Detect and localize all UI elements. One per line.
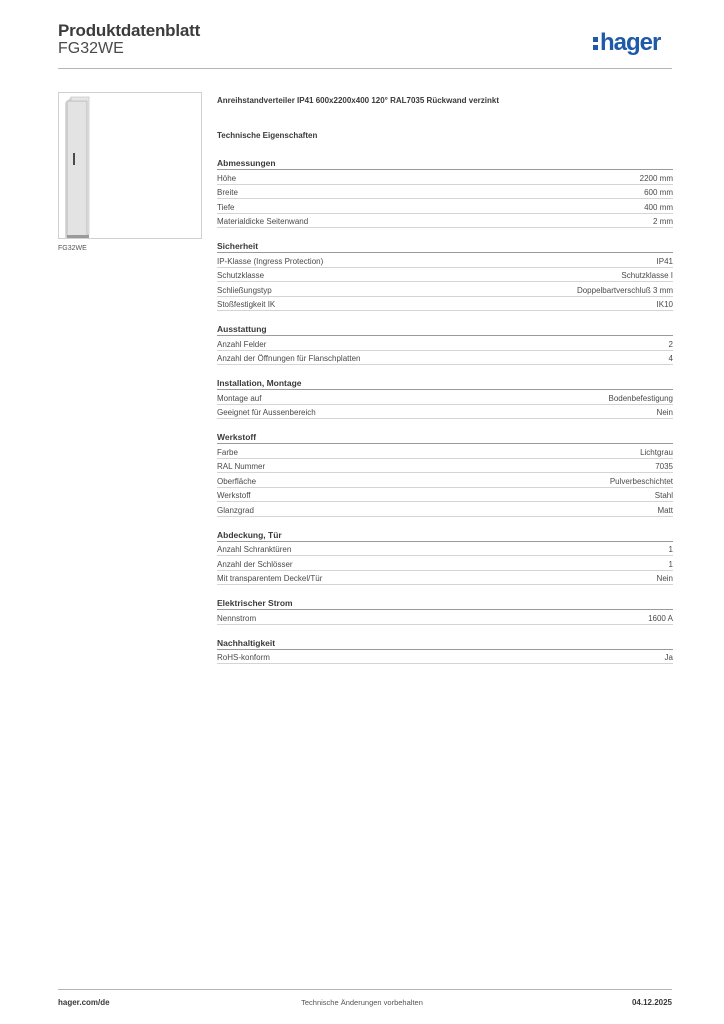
property-value: Lichtgrau [640,447,673,457]
property-row [217,199,673,214]
section-title: Ausstattung [217,324,673,336]
section-abmessungen [217,158,673,228]
product-description: Anreihstandverteiler IP41 600x2200x400 120° RAL7035 Rückwand verzinkt [217,96,500,105]
property-value: 1 [668,545,673,554]
property-row [217,336,673,351]
hager-logo [592,27,674,57]
property-label: Anzahl Schranktüren [217,545,292,554]
product-image [58,92,202,239]
property-value: Nein [656,408,673,417]
property-label: Geeignet für Aussenbereich [217,408,316,417]
property-value: Doppelbartverschluß 3 mm [576,285,673,295]
property-row [217,185,673,200]
footer-website[interactable]: hager.com/de [58,998,110,1007]
property-value: Matt [657,505,673,515]
property-label: Anzahl der Öffnungen für Flanschplatten [217,354,361,363]
property-label: Glanzgrad [217,505,254,515]
footer-notice: Technische Änderungen vorbehalten [301,998,423,1007]
property-label: Breite [217,188,238,197]
property-row [217,571,673,586]
property-value: 1600 A [648,613,673,623]
property-row [217,390,673,405]
property-row [217,405,673,420]
section-title: Werkstoff [217,432,673,444]
property-label: Oberfläche [217,476,257,486]
property-row [217,502,673,517]
property-label: Höhe [217,173,237,183]
image-caption: FG32WE [58,245,87,252]
property-sections [217,158,673,664]
property-label: Schließungstyp [217,285,272,295]
property-value: 1 [668,559,673,569]
property-label: Stoßfestigkeit IK [217,300,276,309]
property-label: Schutzklasse [217,271,265,280]
section-werkstoff [217,432,673,517]
section-title: Elektrischer Strom [217,598,673,610]
section-elektrischer-strom [217,598,673,625]
section-title: Installation, Montage [217,378,673,390]
property-row [217,488,673,503]
property-value: Ja [664,653,673,662]
property-label: RoHS-konform [217,653,270,662]
property-value: 2 mm [653,217,673,226]
section-title: Sicherheit [217,241,673,253]
property-value: 4 [668,354,673,363]
property-row [217,268,673,283]
property-value: Nein [656,574,673,583]
property-row [217,650,673,665]
property-row [217,351,673,366]
property-label: RAL Nummer [217,462,266,471]
property-value: 400 mm [644,202,673,212]
property-value: Schutzklasse I [621,271,673,280]
property-value: Pulverbeschichtet [609,476,673,486]
property-value: 600 mm [644,188,673,197]
page-title: Produktdatenblatt [58,21,201,40]
property-row [217,214,673,229]
property-value: Bodenbefestigung [608,393,673,403]
property-value: IP41 [656,256,673,266]
section-nachhaltigkeit [217,638,673,665]
section-abdeckung-tür [217,530,673,586]
property-row [217,459,673,474]
property-row [217,473,673,488]
property-value: 2200 mm [639,173,673,183]
product-code: FG32WE [58,40,124,57]
property-value: 2 [668,339,673,349]
footer-divider [58,989,672,990]
property-row [217,444,673,459]
section-ausstattung [217,324,673,365]
property-row [217,610,673,625]
property-row [217,542,673,557]
property-label: Montage auf [217,393,262,403]
property-value: Stahl [654,491,673,500]
datasheet-main [217,96,673,664]
property-label: Nennstrom [217,613,257,623]
property-label: Farbe [217,447,238,457]
section-title: Abdeckung, Tür [217,530,673,542]
property-value: 7035 [655,462,673,471]
property-row [217,282,673,297]
property-label: IP-Klasse (Ingress Protection) [217,256,324,266]
section-installation-montage [217,378,673,419]
property-label: Anzahl Felder [217,339,267,349]
section-sicherheit [217,241,673,311]
property-label: Mit transparentem Deckel/Tür [217,574,323,583]
property-row [217,170,673,185]
technical-heading: Technische Eigenschaften [217,131,318,140]
cabinet-illustration [59,93,203,240]
property-row [217,556,673,571]
property-value: IK10 [656,300,673,309]
logo-text: hager [600,29,661,56]
property-label: Materialdicke Seitenwand [217,217,309,226]
section-title: Nachhaltigkeit [217,638,673,650]
property-row [217,253,673,268]
section-title: Abmessungen [217,158,673,170]
property-label: Anzahl der Schlösser [217,559,293,569]
property-row [217,297,673,312]
property-label: Werkstoff [217,491,251,500]
property-label: Tiefe [217,202,235,212]
header-divider [58,68,672,69]
footer-date: 04.12.2025 [631,998,672,1007]
